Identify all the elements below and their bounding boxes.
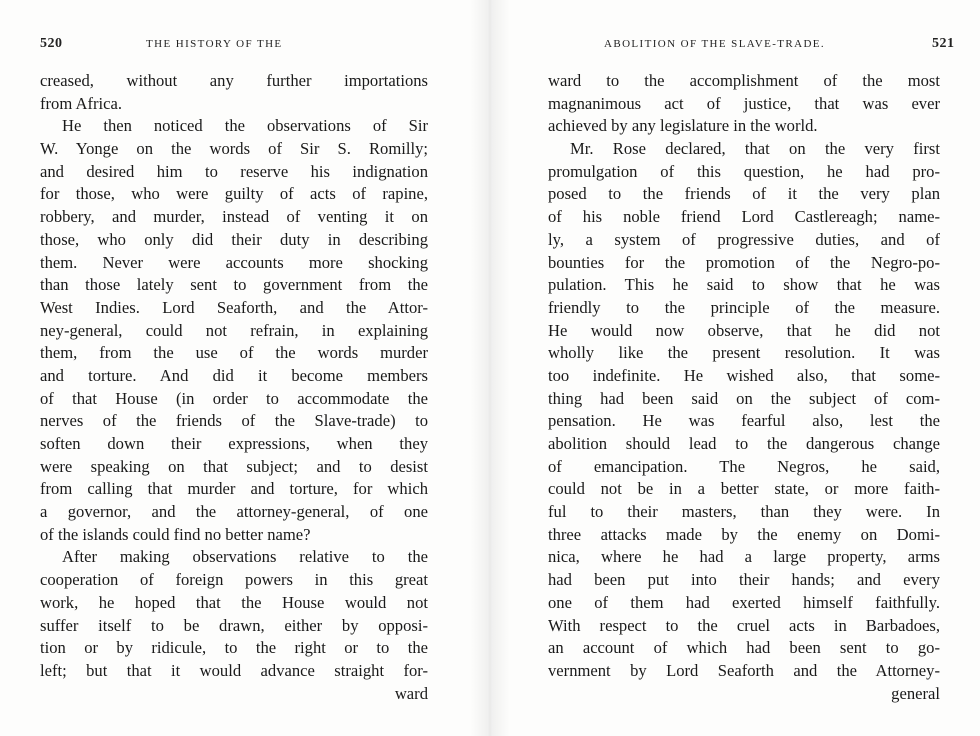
text-line: than those lately sent to government from the <box>40 275 428 295</box>
text-line: one of them had exerted himself faithfully. <box>548 592 940 612</box>
text-line: thing had been said on the subject of com- <box>548 388 940 408</box>
text-line: of the islands could find no better name? <box>40 524 311 544</box>
right-page-number: 521 <box>932 36 955 51</box>
text-line: ney-general, could not refrain, in explaining <box>40 320 428 340</box>
left-page-header <box>0 38 490 54</box>
text-line: and torture. And did it become members <box>40 365 428 385</box>
text-line: ward to the accomplishment of the most <box>548 71 940 90</box>
text-line: soften down their expressions, when they <box>40 434 428 453</box>
text-line: from Africa. <box>40 93 123 113</box>
text-line: friendly to the principle of the measure. <box>548 297 940 317</box>
text-line: abolition should lead to the dangerous change <box>548 434 940 453</box>
left-page-text <box>40 70 428 705</box>
text-line: He would now observe, that he did not <box>548 320 940 340</box>
text-line: ful to their masters, than they were. In <box>548 502 940 522</box>
text-line: left; but that it would advance straight for- <box>40 660 428 680</box>
catchword: general <box>891 683 940 703</box>
text-line: three attacks made by the enemy on Domi- <box>548 524 940 544</box>
left-running-head: THE HISTORY OF THE <box>146 38 283 50</box>
text-line: of that House (in order to accommodate the <box>40 388 428 408</box>
text-line: them. Never were accounts more shocking <box>40 252 428 272</box>
text-line: and desired him to reserve his indignation <box>40 161 428 181</box>
text-line: of emancipation. The Negros, he said, <box>548 456 940 476</box>
right-running-head: ABOLITION OF THE SLAVE-TRADE. <box>604 38 826 50</box>
text-line: were speaking on that subject; and to desist <box>40 456 428 476</box>
text-line: W. Yonge on the words of Sir S. Romilly; <box>40 139 428 159</box>
text-line: vernment by Lord Seaforth and the Attorney- <box>548 660 940 680</box>
text-line: suffer itself to be drawn, either by opposi- <box>40 615 428 635</box>
text-line: tion or by ridicule, to the right or to the <box>40 638 428 658</box>
text-line: Mr. Rose declared, that on the very first <box>570 139 940 159</box>
catchword: ward <box>394 683 428 703</box>
text-line: With respect to the cruel acts in Barbadoes, <box>548 615 940 635</box>
text-line: After making observations relative to the <box>62 547 428 567</box>
text-line: creased, without any further importations <box>40 71 428 90</box>
text-line: them, from the use of the words murder <box>40 343 428 363</box>
text-line: promulgation of this question, he had pro- <box>548 161 940 181</box>
text-line: could not be in a better state, or more faith- <box>548 479 940 499</box>
left-page-number: 520 <box>40 36 63 51</box>
text-line: an account of which had been sent to go- <box>548 638 940 658</box>
text-line: cooperation of foreign powers in this great <box>40 570 428 590</box>
text-line: nerves of the friends of the Slave-trade) to <box>40 411 428 431</box>
text-line: pensation. He was fearful also, lest the <box>548 411 940 431</box>
text-line: pulation. This he said to show that he was <box>548 275 940 295</box>
text-line: those, who only did their duty in describing <box>40 229 428 249</box>
text-line: too indefinite. He wished also, that some- <box>548 365 940 385</box>
text-line: achieved by any legislature in the world. <box>548 116 818 136</box>
right-page-header <box>490 38 980 54</box>
text-line: work, he hoped that the House would not <box>40 592 428 612</box>
text-line: nica, where he had a large property, arms <box>548 547 940 567</box>
text-line: had been put into their hands; and every <box>548 570 940 590</box>
text-line: West Indies. Lord Seaforth, and the Attor- <box>40 297 428 317</box>
right-page-text <box>548 70 940 705</box>
text-line: for those, who were guilty of acts of rapine, <box>40 184 428 204</box>
book-gutter <box>470 0 510 736</box>
text-line: ly, a system of progressive duties, and of <box>548 229 940 249</box>
text-line: robbery, and murder, instead of venting it on <box>40 207 428 227</box>
right-page <box>490 0 980 736</box>
text-line: posed to the friends of it the very plan <box>548 184 940 204</box>
text-line: He then noticed the observations of Sir <box>62 116 428 136</box>
text-line: magnanimous act of justice, that was ever <box>548 93 940 113</box>
text-line: bounties for the promotion of the Negro-po- <box>548 252 940 272</box>
text-line: a governor, and the attorney-general, of one <box>40 502 428 522</box>
text-line: wholly like the present resolution. It was <box>548 343 940 363</box>
text-line: of his noble friend Lord Castlereagh; name- <box>548 207 940 227</box>
text-line: from calling that murder and torture, for which <box>40 479 428 499</box>
